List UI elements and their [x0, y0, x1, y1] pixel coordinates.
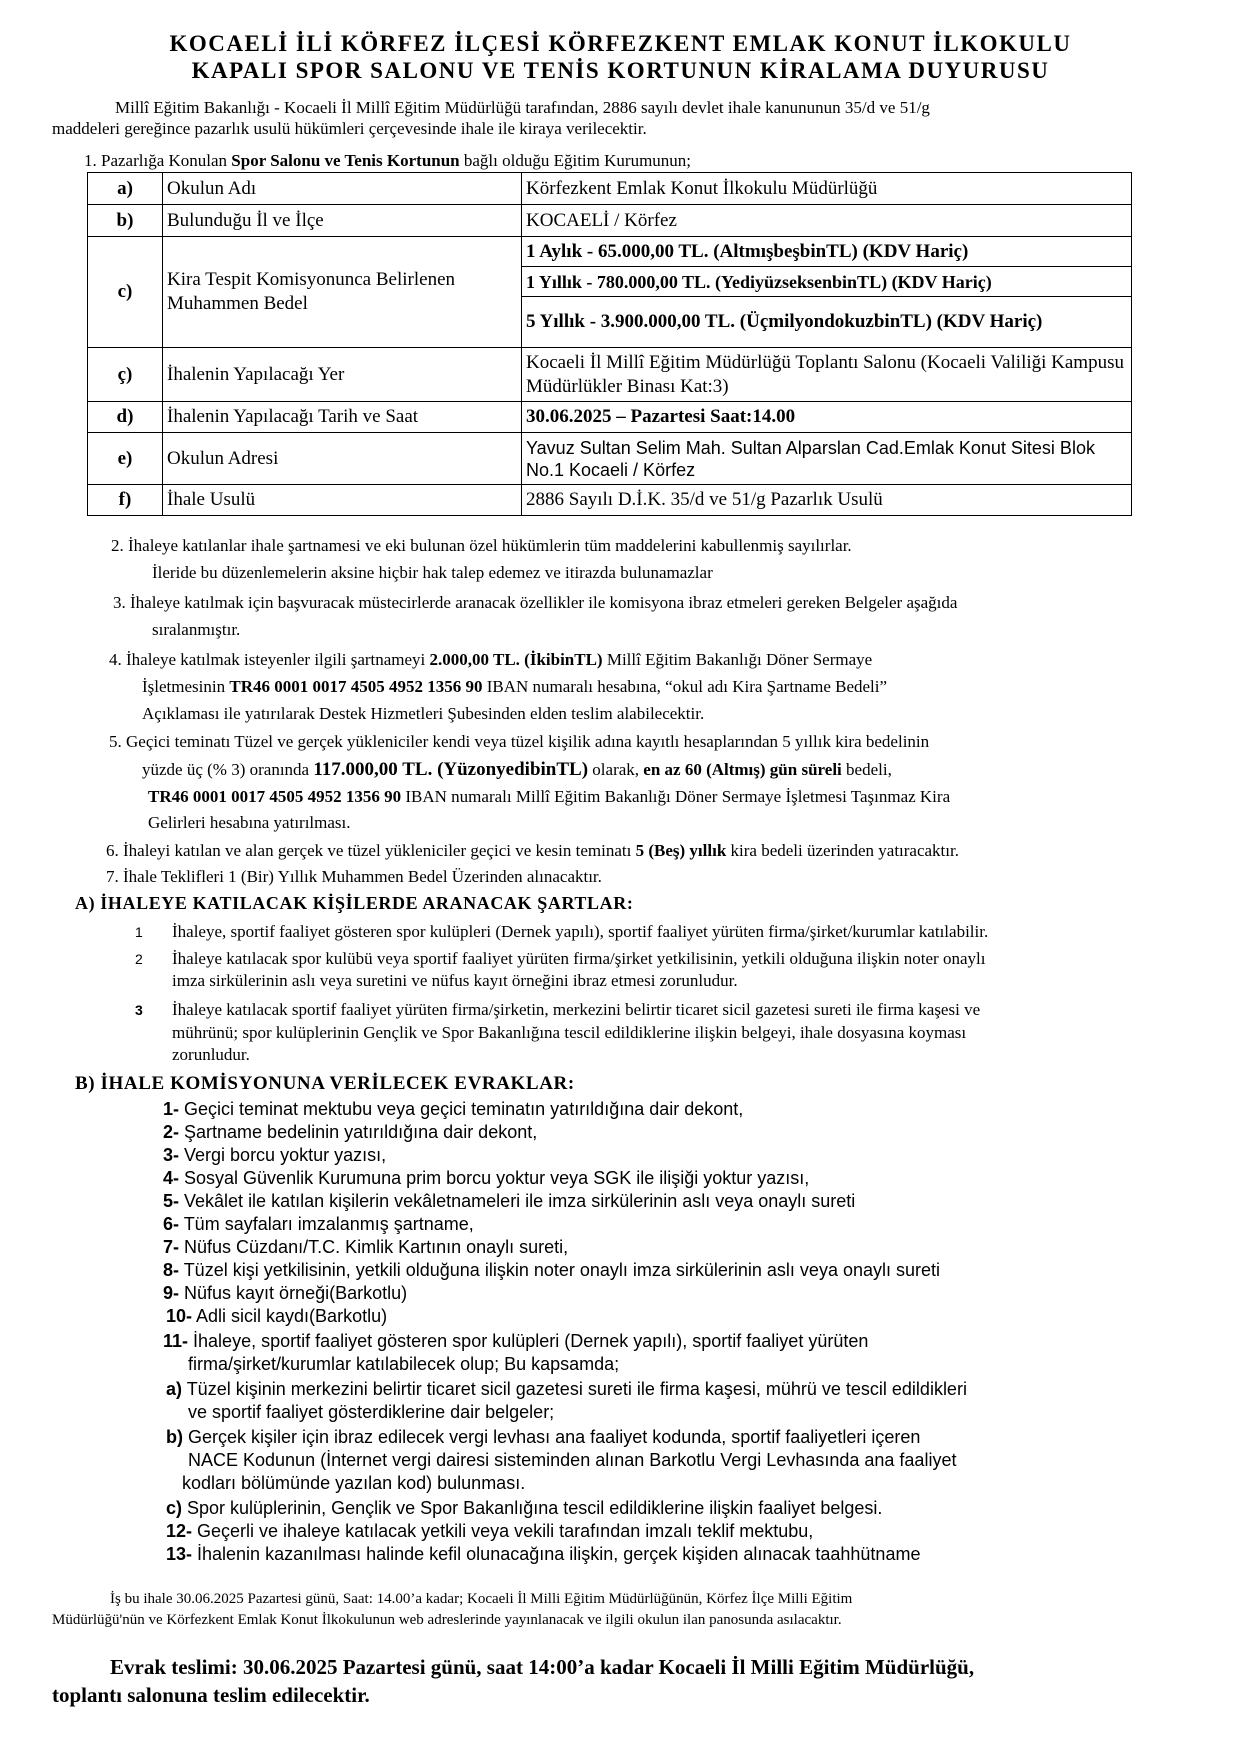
- row-label: a): [88, 173, 163, 205]
- table-row: [88, 237, 1132, 267]
- doc-item-10: [166, 1305, 387, 1327]
- doc-sub-c: [166, 1497, 882, 1519]
- doc-item-11-line2: firma/şirket/kurumlar katılabilecek olup; Bu kapsamda;: [188, 1354, 620, 1374]
- doc-item-12: [166, 1520, 813, 1542]
- doc-item-6-text: Tüm sayfaları imzalanmış şartname,: [179, 1214, 474, 1234]
- school-address: Yavuz Sultan Selim Mah. Sultan Alparslan Cad.Emlak Konut Sitesi Blok No.1 Kocaeli / Körfez: [522, 433, 1132, 485]
- doc-item-1: [163, 1098, 743, 1120]
- section-a-item3-line1: İhaleye katılacak sportif faaliyet yürüten firma/şirketin, merkezini belirtir ticaret sicil gazetesi sureti ile firma kaşesi ve: [172, 1000, 981, 1019]
- item5-text-a: yüzde üç (% 3) oranında: [142, 760, 314, 779]
- row-key: İhale Usulü: [163, 485, 522, 516]
- row-key: Kira Tespit Komisyonunca Belirlenen Muhammen Bedel: [163, 237, 522, 348]
- item5-line4: Gelirleri hesabına yatırılması.: [148, 813, 351, 832]
- intro-line1: Millî Eğitim Bakanlığı - Kocaeli İl Millî Eğitim Müdürlüğü tarafından, 2886 sayılı devlet ihale kanununun 35/d ve 51/g: [115, 98, 930, 117]
- footer-note-line2: Müdürlüğü'nün ve Körfezkent Emlak Konut İlkokulunun web adreslerinde yayınlanacak ve ilgili okulun ilan panosunda asılacaktır.: [52, 1612, 842, 1628]
- row-value: Kocaeli İl Millî Eğitim Müdürlüğü Toplantı Salonu (Kocaeli Valiliği Kampusu Müdürlükler Binası Kat:3): [522, 348, 1132, 402]
- item1-bold: Spor Salonu ve Tenis Kortunun: [231, 151, 460, 170]
- item4-iban: TR46 0001 0017 4505 4952 1356 90: [229, 677, 483, 696]
- item4-fee: 2.000,00 TL. (İkibinTL): [429, 650, 603, 669]
- item5-amount: 117.000,00 TL. (YüzonyedibinTL): [313, 759, 589, 780]
- item2-line2: İleride bu düzenlemelerin aksine hiçbir hak talep edemez ve itirazda bulunamazlar: [152, 563, 713, 582]
- section-a-item2-line1: İhaleye katılacak spor kulübü veya sportif faaliyet yürüten firma/şirket yetkilisinin, yetkili olduğuna ilişkin noter onaylı: [172, 949, 986, 968]
- item1-text: [84, 150, 691, 172]
- doc-item-12-num: 12-: [166, 1521, 193, 1541]
- final-statement-line1: Evrak teslimi: 30.06.2025 Pazartesi günü, saat 14:00’a kadar Kocaeli İl Milli Eğitim Müdürlüğü,: [110, 1655, 975, 1679]
- item6-text-a: 6. İhaleyi katılan ve alan gerçek ve tüzel yükleniciler geçici ve kesin teminatı: [106, 841, 636, 860]
- document-title-line2: KAPALI SPOR SALONU VE TENİS KORTUNUN KİRALAMA DUYURUSU: [191, 58, 1050, 83]
- doc-item-9: [163, 1282, 407, 1304]
- item4-line3: Açıklaması ile yatırılarak Destek Hizmetleri Şubesinden elden teslim alabilecektir.: [142, 704, 705, 723]
- table-row: [88, 348, 1132, 402]
- item7-text: 7. İhale Teklifleri 1 (Bir) Yıllık Muhammen Bedel Üzerinden alınacaktır.: [106, 867, 602, 886]
- row-key: Okulun Adresi: [163, 433, 522, 485]
- doc-item-13-num: 13-: [166, 1544, 193, 1564]
- doc-item-12-text: Geçerli ve ihaleye katılacak yetkili veya vekili tarafından imzalı teklif mektubu,: [192, 1521, 814, 1541]
- item5-line3: [148, 786, 950, 808]
- row-key: İhalenin Yapılacağı Tarih ve Saat: [163, 402, 522, 433]
- doc-item-3-text: Vergi borcu yoktur yazısı,: [179, 1145, 387, 1165]
- doc-item-7: [163, 1236, 568, 1258]
- doc-item-5-num: 5-: [163, 1191, 180, 1211]
- doc-item-2-num: 2-: [163, 1122, 180, 1142]
- row-label: f): [88, 485, 163, 516]
- doc-sub-c-num: c): [166, 1498, 183, 1518]
- row-value: KOCAELİ / Körfez: [522, 205, 1132, 237]
- doc-sub-a-num: a): [166, 1379, 183, 1399]
- doc-sub-a-line2: ve sportif faaliyet gösterdiklerine dair belgeler;: [188, 1402, 555, 1422]
- row-key: Okulun Adı: [163, 173, 522, 205]
- item4-text-d: İşletmesinin: [142, 677, 230, 696]
- table-row: [88, 485, 1132, 516]
- section-a-item3-line2: mührünü; spor kulüplerinin Gençlik ve Spor Bakanlığına tescil edildiklerine ilişkin belgeyi, ihale dosyasına koyması: [172, 1023, 967, 1042]
- doc-item-1-num: 1-: [163, 1099, 180, 1119]
- table-row: [88, 173, 1132, 205]
- item5-duration: en az 60 (Altmış) gün süreli: [643, 760, 842, 779]
- doc-item-4-text: Sosyal Güvenlik Kurumuna prim borcu yoktur veya SGK ile ilişiği yoktur yazısı,: [179, 1168, 810, 1188]
- doc-item-8-num: 8-: [163, 1260, 180, 1280]
- table-row: [88, 402, 1132, 433]
- section-a-item3: [135, 999, 980, 1021]
- row-label: ç): [88, 348, 163, 402]
- row-value: 30.06.2025 – Pazartesi Saat:14.00: [522, 402, 1132, 433]
- doc-item-7-num: 7-: [163, 1237, 180, 1257]
- row-value: 2886 Sayılı D.İ.K. 35/d ve 51/g Pazarlık Usulü: [522, 485, 1132, 516]
- row-label: b): [88, 205, 163, 237]
- document-title-line1: KOCAELİ İLİ KÖRFEZ İLÇESİ KÖRFEZKENT EMLAK KONUT İLKOKULU: [169, 31, 1072, 56]
- item4-line2: [142, 676, 887, 698]
- item4-text-c: Millî Eğitim Bakanlığı Döner Sermaye: [602, 650, 873, 669]
- section-a-item2-line2: imza sirkülerinin aslı veya suretini ve nüfus kayıt örneğini ibraz etmesi zorunludur.: [172, 971, 738, 990]
- doc-item-2: [163, 1121, 537, 1143]
- doc-item-5-text: Vekâlet ile katılan kişilerin vekâletnameleri ile imza sirkülerinin aslı veya onaylı sureti: [179, 1191, 856, 1211]
- doc-item-13: [166, 1543, 920, 1565]
- doc-item-8-text: Tüzel kişi yetkilisinin, yetkili olduğuna ilişkin noter onaylı imza sirkülerinin aslı veya onaylı sureti: [179, 1260, 941, 1280]
- doc-item-5: [163, 1190, 855, 1212]
- doc-item-6-num: 6-: [163, 1214, 180, 1234]
- doc-item-10-num: 10-: [166, 1306, 193, 1326]
- item1-prefix: 1. Pazarlığa Konulan: [84, 151, 232, 170]
- doc-item-3-num: 3-: [163, 1145, 180, 1165]
- doc-item-10-text: Adli sicil kaydı(Barkotlu): [192, 1306, 388, 1326]
- doc-sub-b-line3: kodları bölümünde yazılan kod) bulunması.: [182, 1473, 526, 1493]
- footer-note-line1: İş bu ihale 30.06.2025 Pazartesi günü, Saat: 14.00’a kadar; Kocaeli İl Milli Eğitim Müdürlüğünün, Körfez İlçe Milli Eğitim: [110, 1591, 853, 1607]
- doc-item-3: [163, 1144, 386, 1166]
- price-yearly: 1 Yıllık - 780.000,00 TL. (YediyüzseksenbinTL) (KDV Hariç): [522, 267, 1132, 297]
- row-label: c): [88, 237, 163, 348]
- doc-sub-b-line1: Gerçek kişiler için ibraz edilecek vergi levhası ana faaliyet kodunda, sportif faaliyetleri içeren: [183, 1427, 921, 1447]
- doc-item-4-num: 4-: [163, 1168, 180, 1188]
- row-label: d): [88, 402, 163, 433]
- item3-line1: 3. İhaleye katılmak için başvuracak müstecirlerde aranacak özellikler ile komisyona ibraz etmeleri gereken Belgeler aşağıda: [113, 593, 958, 612]
- item5-text-f: IBAN numaralı Millî Eğitim Bakanlığı Döner Sermaye İşletmesi Taşınmaz Kira: [401, 787, 951, 806]
- section-a-item2-num: 2: [135, 951, 143, 967]
- doc-item-1-text: Geçici teminat mektubu veya geçici teminatın yatırıldığına dair dekont,: [179, 1099, 744, 1119]
- doc-sub-b: [166, 1426, 920, 1448]
- item4-text-a: 4. İhaleye katılmak isteyenler ilgili şartnameyi: [109, 650, 430, 669]
- doc-sub-a-line1: Tüzel kişinin merkezini belirtir ticaret sicil gazetesi sureti ile firma kaşesi, mührü ve tescil edildikleri: [182, 1379, 967, 1399]
- doc-item-13-text: İhalenin kazanılması halinde kefil olunacağına ilişkin, gerçek kişiden alınacak taahhütname: [192, 1544, 921, 1564]
- row-label: e): [88, 433, 163, 485]
- row-key: Bulunduğu İl ve İlçe: [163, 205, 522, 237]
- row-key: İhalenin Yapılacağı Yer: [163, 348, 522, 402]
- doc-item-9-text: Nüfus kayıt örneği(Barkotlu): [179, 1283, 408, 1303]
- table-row: [88, 205, 1132, 237]
- item1-suffix: bağlı olduğu Eğitim Kurumunun;: [459, 151, 692, 170]
- table-row: [88, 433, 1132, 485]
- row-value: Körfezkent Emlak Konut İlkokulu Müdürlüğü: [522, 173, 1132, 205]
- item6-duration: 5 (Beş) yıllık: [635, 841, 727, 860]
- final-statement-line2: toplantı salonuna teslim edilecektir.: [52, 1683, 370, 1707]
- doc-sub-a: [166, 1378, 967, 1400]
- doc-sub-c-line1: Spor kulüplerinin, Gençlik ve Spor Bakanlığına tescil edildiklerine ilişkin faaliyet belgesi.: [182, 1498, 883, 1518]
- item4-text-e: IBAN numaralı hesabına, “okul adı Kira Şartname Bedeli”: [482, 677, 888, 696]
- item3-line2: sıralanmıştır.: [152, 620, 241, 639]
- price-monthly: 1 Aylık - 65.000,00 TL. (AltmışbeşbinTL) (KDV Hariç): [522, 237, 1132, 267]
- info-table: [87, 172, 1132, 516]
- section-a-item3-num: 3: [135, 1002, 143, 1018]
- section-b-heading: B) İHALE KOMİSYONUNA VERİLECEK EVRAKLAR:: [75, 1073, 575, 1094]
- doc-item-11: [163, 1330, 868, 1352]
- section-a-item1: [135, 921, 988, 943]
- item6-text: [106, 840, 959, 862]
- section-a-item1-num: 1: [135, 924, 143, 940]
- item5-iban: TR46 0001 0017 4505 4952 1356 90: [148, 787, 402, 806]
- item5-line2: [142, 759, 892, 781]
- item6-text-c: kira bedeli üzerinden yatıracaktır.: [726, 841, 959, 860]
- doc-item-6: [163, 1213, 474, 1235]
- doc-item-11-line1: İhaleye, sportif faaliyet gösteren spor kulüpleri (Dernek yapılı), sportif faaliyet yürüten: [188, 1331, 869, 1351]
- doc-item-7-text: Nüfus Cüzdanı/T.C. Kimlik Kartının onaylı sureti,: [179, 1237, 569, 1257]
- item5-text-c: olarak,: [588, 760, 644, 779]
- intro-line2: maddeleri gereğince pazarlık usulü hükümleri çerçevesinde ihale ile kiraya verilecektir.: [52, 119, 647, 138]
- doc-item-8: [163, 1259, 940, 1281]
- doc-sub-b-num: b): [166, 1427, 183, 1447]
- section-a-item1-line1: İhaleye, sportif faaliyet gösteren spor kulüpleri (Dernek yapılı), sportif faaliyet yürüten firma/şirket/kurumlar katılabilir.: [172, 922, 989, 941]
- item2-line1: 2. İhaleye katılanlar ihale şartnamesi ve eki bulunan özel hükümlerin tüm maddelerini kabullenmiş sayılırlar.: [111, 536, 852, 555]
- section-a-heading: A) İHALEYE KATILACAK KİŞİLERDE ARANACAK ŞARTLAR:: [75, 893, 634, 913]
- section-a-item2: [135, 948, 985, 970]
- doc-item-4: [163, 1167, 809, 1189]
- item5-text-e: bedeli,: [841, 760, 892, 779]
- doc-sub-b-line2: NACE Kodunun (İnternet vergi dairesi sisteminden alınan Barkotlu Vergi Levhasında ana faaliyet: [188, 1450, 957, 1470]
- doc-item-11-num: 11-: [163, 1331, 189, 1351]
- price-five-years: 5 Yıllık - 3.900.000,00 TL. (ÜçmilyondokuzbinTL) (KDV Hariç): [522, 297, 1132, 348]
- item5-line1: 5. Geçici teminatı Tüzel ve gerçek yükleniciler kendi veya tüzel kişilik adına kayıtlı hesaplarından 5 yıllık kira bedelinin: [109, 732, 930, 751]
- item4-line1: [109, 649, 872, 671]
- section-a-item3-line3: zorunludur.: [172, 1045, 250, 1064]
- doc-item-2-text: Şartname bedelinin yatırıldığına dair dekont,: [179, 1122, 538, 1142]
- doc-item-9-num: 9-: [163, 1283, 180, 1303]
